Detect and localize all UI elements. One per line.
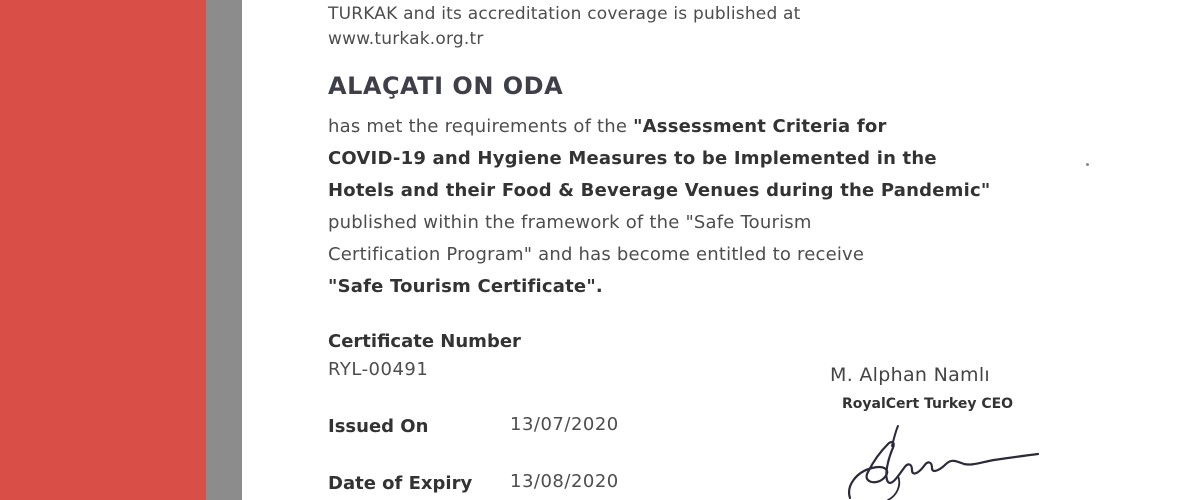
accreditation-note — [328, 2, 801, 52]
issued-on-value: 13/07/2020 — [510, 414, 619, 435]
framework-line-1: published within the framework of the "Safe Tourism — [328, 212, 812, 233]
certificate-statement — [328, 111, 1088, 303]
statement-intro: has met the requirements of the — [328, 116, 634, 137]
certificate-holder-name: ALAÇATI ON ODA — [328, 72, 564, 100]
statement-line-1 — [328, 111, 1088, 143]
red-border-band — [0, 0, 206, 500]
criteria-line-1: "Assessment Criteria for — [633, 116, 887, 137]
accreditation-top-line: TURKAK and its accreditation coverage is published at — [328, 4, 801, 24]
certificate-name: "Safe Tourism Certificate". — [328, 276, 603, 297]
criteria-line-2: COVID-19 and Hygiene Measures to be Implemented in the — [328, 148, 937, 169]
signatory-title: RoyalCert Turkey CEO — [842, 396, 1014, 412]
paper-speck — [1086, 163, 1089, 166]
criteria-line-3: Hotels and their Food & Beverage Venues during the Pandemic" — [328, 180, 991, 201]
certificate-number-label: Certificate Number — [328, 331, 521, 352]
signatory-name: M. Alphan Namlı — [830, 364, 990, 386]
gray-border-band — [206, 0, 242, 500]
expiry-date-value: 13/08/2020 — [510, 471, 619, 492]
certificate-number-value: RYL-00491 — [328, 359, 429, 380]
certificate-page — [242, 0, 1200, 500]
expiry-date-label: Date of Expiry — [328, 473, 473, 494]
framework-line-2: Certification Program" and has become entitled to receive — [328, 244, 865, 265]
signature-mark — [832, 420, 1052, 500]
issued-on-label: Issued On — [328, 416, 429, 437]
accreditation-url: www.turkak.org.tr — [328, 29, 484, 49]
